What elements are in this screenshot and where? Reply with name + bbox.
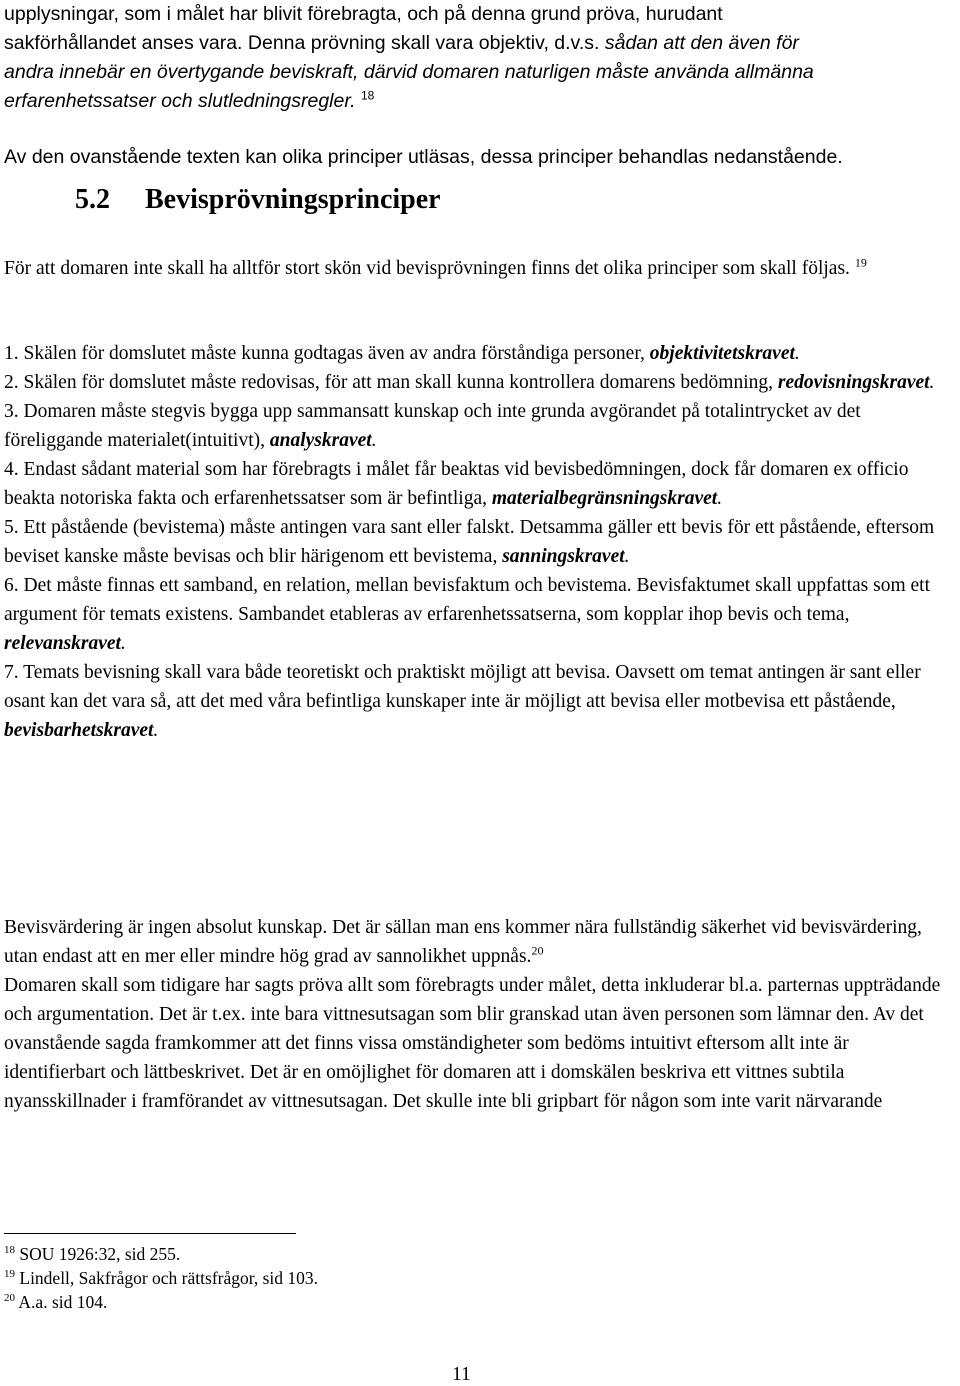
footnote-text: SOU 1926:32, sid 255. <box>15 1244 181 1264</box>
footnote-text: A.a. sid 104. <box>15 1292 108 1312</box>
principle-term: objektivitetskravet <box>649 343 795 364</box>
intro-line-2b: sådan att den även för <box>599 32 799 54</box>
principle-end: . <box>717 488 723 509</box>
footnote-number: 19 <box>4 1268 15 1281</box>
section-number: 5.2 <box>75 184 110 215</box>
principle-end: . <box>794 343 800 364</box>
intro-quote <box>4 0 954 116</box>
footnote-ref-19[interactable]: 19 <box>854 255 867 270</box>
principle-item-1 <box>4 339 954 368</box>
principle-term: sanningskravet <box>502 546 625 567</box>
principle-text: 7. Temats bevisning skall vara både teoretiskt och praktiskt möjligt att bevisa. Oavsett om temat antingen är sant eller osant kan det vara så, att det med våra befintliga kunskaper inte är möjligt att bevisa eller motbevisa ett påstående, <box>4 662 921 712</box>
principle-text: 1. Skälen för domslutet måste kunna godtagas även av andra förståndiga personer, <box>4 343 650 364</box>
principle-term: bevisbarhetskravet <box>4 720 154 741</box>
principle-item-6 <box>4 571 954 658</box>
principle-item-2 <box>4 368 954 397</box>
principle-end: . <box>153 720 159 741</box>
evaluation-text: Bevisvärdering är ingen absolut kunskap. Det är sällan man ens kommer nära fullständig säkerhet vid bevisvärdering, utan endast att en mer eller mindre hög grad av sannolikhet uppnås. <box>4 917 922 967</box>
footnote-text: Lindell, Sakfrågor och rättsfrågor, sid 103. <box>15 1268 319 1288</box>
principle-item-4 <box>4 455 954 513</box>
intro-line-1: upplysningar, som i målet har blivit förebragta, och på denna grund pröva, hurudant <box>4 3 723 25</box>
page-number: 11 <box>452 1364 471 1385</box>
principle-text: 3. Domaren måste stegvis bygga upp sammansatt kunskap och inte grunda avgörandet på totalintrycket av det föreliggande materialet(intuitivt), <box>4 401 861 451</box>
principle-end: . <box>120 633 126 654</box>
principle-term: redovisningskravet <box>777 372 930 393</box>
principle-text: 5. Ett påstående (bevistema) måste antingen vara sant eller falskt. Detsamma gäller ett bevis för ett påstående, eftersom beviset kanske måste bevisas och blir härigenom ett bevistema, <box>4 517 935 567</box>
footnote-number: 18 <box>4 1244 15 1257</box>
principle-text: 2. Skälen för domslutet måste redovisas, för att man skall kunna kontrollera domarens bedömning, <box>4 372 778 393</box>
intro-text: För att domaren inte skall ha alltför stort skön vid bevisprövningen finns det olika principer som skall följas. <box>4 258 850 279</box>
principle-end: . <box>371 430 377 451</box>
principle-text: 4. Endast sådant material som har förebragts i målet får beaktas vid bevisbedömningen, dock får domaren ex officio beakta notoriska fakta och erfarenhetssatser som är befintliga, <box>4 459 909 509</box>
footnote-ref-20[interactable]: 20 <box>531 943 544 958</box>
principle-item-5 <box>4 513 954 571</box>
principle-end: . <box>929 372 935 393</box>
principle-item-3 <box>4 397 954 455</box>
footnote-number: 20 <box>4 1292 15 1305</box>
section-heading <box>75 183 441 217</box>
principle-term: relevanskravet <box>4 633 121 654</box>
intro-line-4: erfarenhetssatser och slutledningsregler. <box>4 90 356 112</box>
footnote-18 <box>4 1243 180 1265</box>
footnote-separator <box>4 1233 296 1234</box>
principle-item-7 <box>4 658 954 745</box>
intro-paragraph <box>4 254 954 283</box>
intro-line-3: andra innebär en övertygande beviskraft, därvid domaren naturligen måste använda allmänna <box>4 61 814 83</box>
evaluation-paragraph <box>4 913 954 971</box>
principles-paragraph: Av den ovanstående texten kan olika principer utläsas, dessa principer behandlas nedanstående. <box>4 146 843 168</box>
footnote-19 <box>4 1267 318 1289</box>
footnote-ref-18[interactable]: 18 <box>360 88 375 103</box>
principle-term: materialbegränsningskravet <box>491 488 718 509</box>
judge-paragraph: Domaren skall som tidigare har sagts pröva allt som förebragts under målet, detta inkluderar bl.a. parternas uppträdande och argumentation. Det är t.ex. inte bara vittnesutsagan som blir granskad utan även personen som lämnar den. Av det ovanstående sagda framkommer att det finns vissa omständigheter som bedöms intuitivt eftersom allt inte är identifierbart och lättbeskrivet. Det är en omöjlighet för domaren att i domskälen beskriva ett vittnes subtila nyansskillnader i framförandet av vittnesutsagan. Det skulle inte bli gripbart för någon som inte varit närvarande <box>4 975 941 1112</box>
principle-term: analyskravet <box>269 430 372 451</box>
principle-end: . <box>624 546 630 567</box>
section-title: Bevisprövningsprinciper <box>145 184 441 215</box>
principle-text: 6. Det måste finnas ett samband, en relation, mellan bevisfaktum och bevistema. Bevisfaktumet skall uppfattas som ett argument för temats existens. Sambandet etableras av erfarenhetssatserna, som kopplar ihop bevis och tema, <box>4 575 931 625</box>
principle-list <box>4 339 954 745</box>
footnote-20 <box>4 1291 107 1313</box>
intro-line-2a: sakförhållandet anses vara. Denna prövning skall vara objektiv, d.v.s. <box>4 32 600 54</box>
